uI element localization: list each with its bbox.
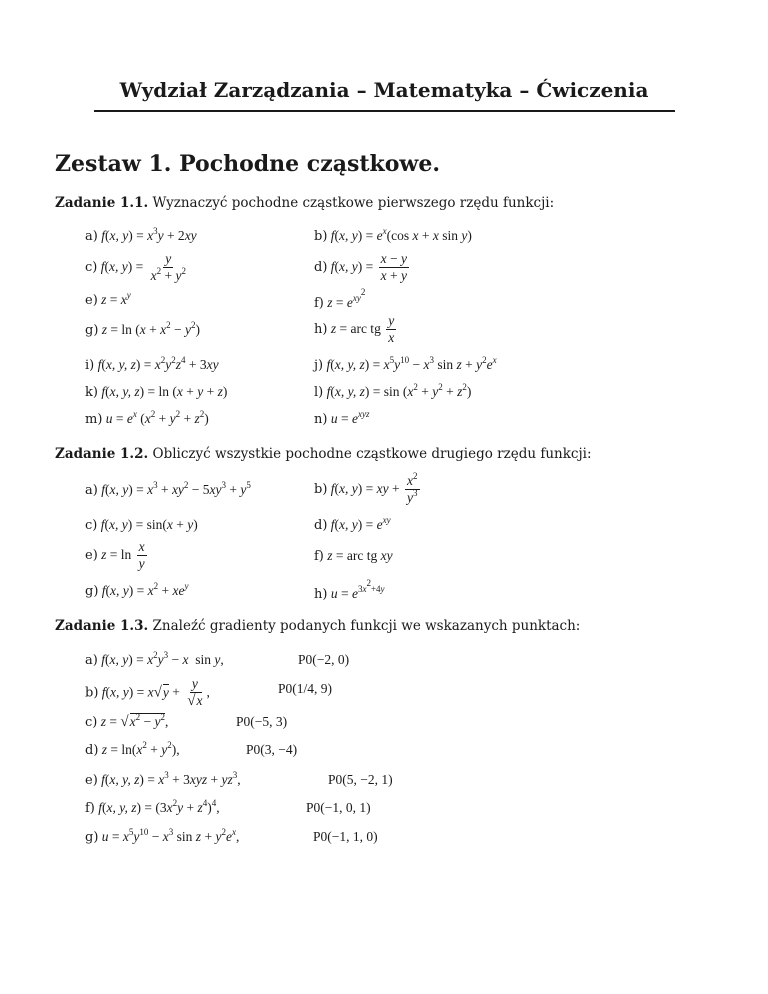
task-1-2 — [55, 446, 592, 462]
task-1-3-point-d: P0(3, −4) — [246, 742, 298, 757]
section-title: Zestaw 1. Pochodne cząstkowe. — [55, 151, 441, 177]
task-1-3-point-c: P0(−5, 3) — [236, 714, 288, 729]
task-1-2-item-f: f) z = arc tg xy — [314, 548, 393, 564]
task-1-2-item-e: e) z = ln $\frac{x}{y}$ — [85, 539, 145, 572]
task-text: Obliczyć wszystkie pochodne cząstkowe drugiego rzędu funkcji: — [152, 446, 592, 462]
task-label: Zadanie 1.2. — [55, 446, 149, 462]
title-rule — [94, 110, 675, 112]
task-1-1-item-g: g) $z = \ln (x + x^2 - y^2)$ — [85, 320, 201, 338]
task-1-3-item-a: a) f(x, $y) = x^2y^3 - x$ sin y, — [85, 650, 224, 668]
task-1-1-item-e: e) $z = x^y$ — [85, 290, 131, 308]
task-1-3 — [55, 618, 580, 634]
task-1-1-item-k: k) f(x, y, z) = ln (x + y + z) — [85, 384, 228, 400]
task-1-1-item-c: c) f(x, y) = $\frac{y}{x^2 + y^2}$ — [85, 251, 186, 284]
task-1-1-item-m: m) $u = e^x$ $(x^2 + y^2 + z^2)$ — [85, 409, 209, 427]
task-1-3-point-e: P0(5, −2, 1) — [328, 772, 393, 787]
task-text: Wyznaczyć pochodne cząstkowe pierwszego rzędu funkcji: — [152, 195, 555, 211]
task-1-2-item-g: g) f(x, $y) = x^2 + xe^y$ — [85, 581, 189, 599]
document-title: Wydział Zarządzania – Matematyka – Ćwiczenia — [119, 78, 649, 102]
task-1-1-item-d: d) f(x, y) = $\frac{x - y}{x + y}$ — [314, 251, 408, 284]
task-1-3-item-e: e) f(x, y, $z) = x^3 + 3xyz + yz^3$, — [85, 770, 241, 788]
task-1-1-item-l: l) f(x, y, $z) = \sin (x^2 + y^2 + z^2)$ — [314, 382, 472, 400]
task-1-2-item-a: a) f(x, $y) = x^3 + xy^2 - 5xy^3 + y^5$ — [85, 480, 251, 498]
task-1-3-item-f: f) f(x, y, $z) = (3x^2y + z^4)^4$, — [85, 798, 220, 816]
task-1-3-item-g: g) $u = x^5y^{10} - x^3$ $\sin z + y^2e^x$, — [85, 827, 240, 845]
task-1-2-item-d: d) f(x, $y) = e^{xy}$ — [314, 515, 391, 533]
task-1-1-item-i: i) f(x, y, $z) = x^2y^2z^4 + 3xy$ — [85, 355, 219, 373]
task-1-2-item-h: h) $u = e^{3x^2+4y}$ — [314, 578, 385, 602]
task-1-2-item-b: b) f(x, y) = xy + $\frac{x^2}{y^3}$ — [314, 471, 418, 506]
task-1-3-point-f: P0(−1, 0, 1) — [306, 800, 371, 815]
task-1-1-item-b: b) f(x, $y) = e^x(\cos$ x + x sin y) — [314, 226, 472, 244]
task-label: Zadanie 1.1. — [55, 195, 149, 211]
task-text: Znaleźć gradienty podanych funkcji we wskazanych punktach: — [152, 618, 581, 634]
task-1-1-item-f: f) $z = e^{xy^2}$ — [314, 287, 366, 311]
task-1-3-point-g: P0(−1, 1, 0) — [313, 829, 378, 844]
task-1-3-point-b: P0(1/4, 9) — [278, 681, 332, 696]
task-1-3-item-b: b) f(x, y) = x√y + $\frac{y}{√x}$ , — [85, 676, 210, 710]
task-1-1-item-j: j) f(x, y, $z) = x^5y^{10} - x^3$ $\sin z + y^2e^x$ — [314, 355, 497, 373]
task-1-1-item-n: n) $u = e^{xyz}$ — [314, 409, 370, 427]
task-1-1 — [55, 195, 554, 211]
task-1-1-item-h: h) z = arc tg $\frac{y}{x}$ — [314, 313, 395, 346]
task-1-3-point-a: P0(−2, 0) — [298, 652, 350, 667]
task-1-2-item-c: c) f(x, y) = sin(x + y) — [85, 517, 198, 533]
task-label: Zadanie 1.3. — [55, 618, 149, 634]
task-1-3-item-c: c) $z = √x^2 - y^2$, — [85, 712, 169, 730]
task-1-3-item-d: d) $z = \ln(x^2 + y^2)$, — [85, 740, 180, 758]
task-1-1-item-a: a) f(x, $y) = x^3y + 2xy$ — [85, 226, 197, 244]
